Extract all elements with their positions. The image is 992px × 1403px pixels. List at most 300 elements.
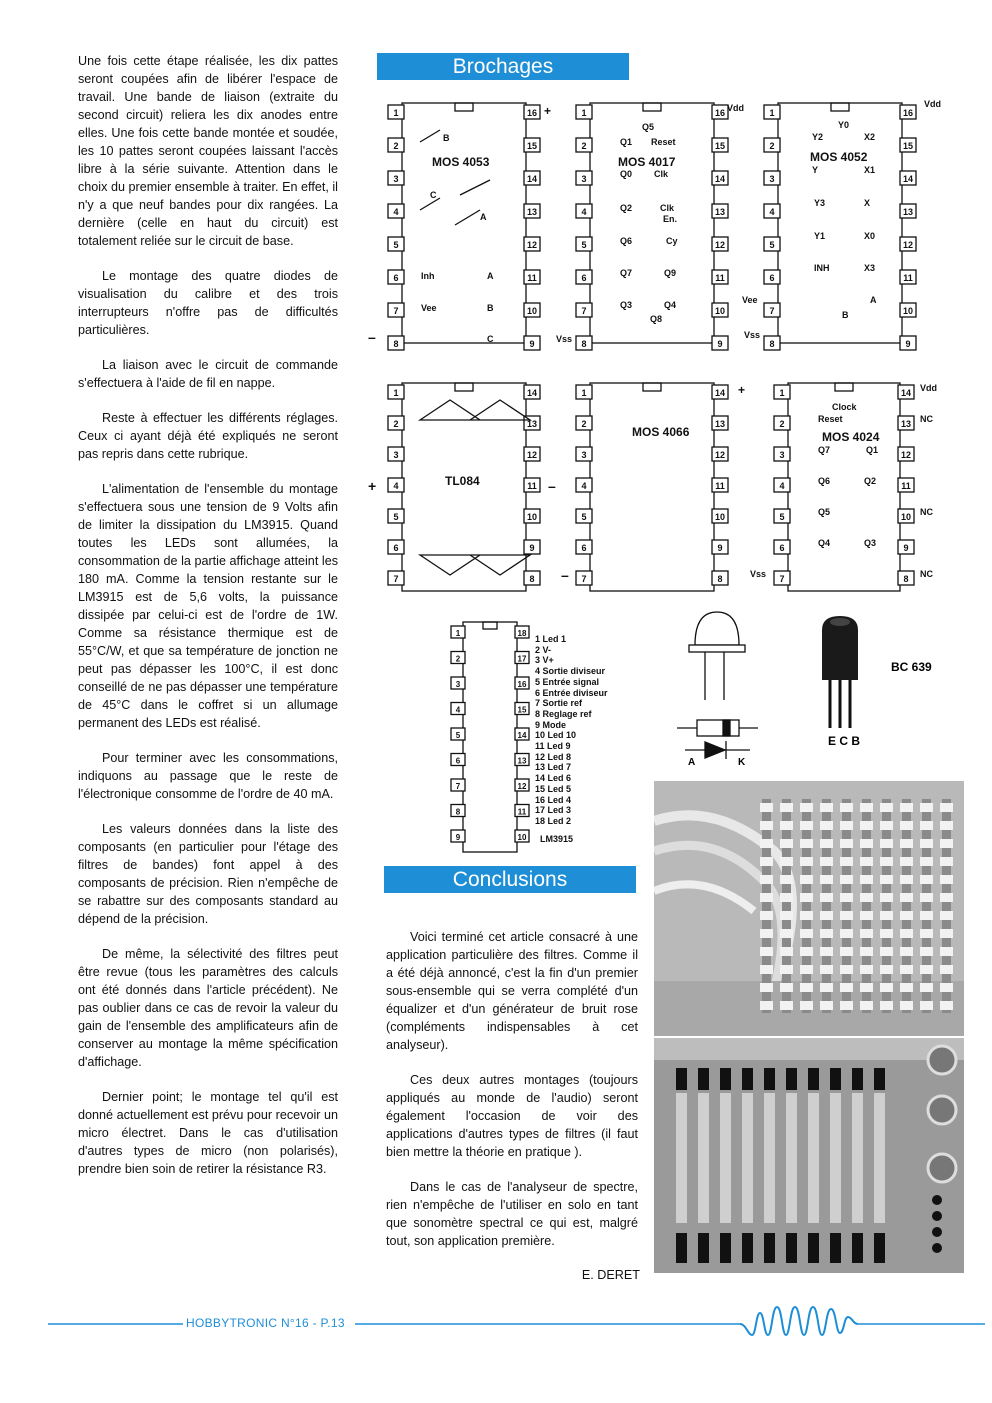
paragraph: L'alimentation de l'ensemble du montage s'effectuera sous une tension de 9 Volts afin de limiter la dissipation du LM3915. Quand toutes les LEDs sont allumées, la consommation de la partie affichage atteint les 180 mA. Comme la tension restante sur le LM3915 est de 5,6 volts, la puissance dissipée par celui-ci est de l'ordre de 1W. Comme sa résistance thermique est de 55°C/W, et que sa température de jonction ne peut pas dépasser les 100°C, il est donc conseillé de ne pas dépasser une température de 45°C dans le coffret si un allumage permanent des LEDs est réalisé. [78,482,338,730]
pin-number: 15 [714,141,726,151]
pin-number: 1 [581,108,587,118]
led-cell [820,803,833,812]
pin-number: 5 [779,512,785,522]
pcb-photo-top [654,781,964,1036]
led-cell [880,821,893,830]
connector-pad [830,1068,841,1090]
pin-label: Y1 [814,231,826,241]
pin-number: 8 [717,574,723,584]
pin-number: 6 [779,543,785,553]
pin-number: 10 [714,306,726,316]
pin-label: + [368,478,377,494]
pin-label: – [561,567,569,583]
chip-name: MOS 4066 [632,425,690,439]
led-cell [900,947,913,956]
led-cell [880,911,893,920]
led-cell [840,929,853,938]
led-cell [760,1001,773,1010]
pin-number: 8 [581,339,587,349]
led-cell [880,965,893,974]
chip-name: MOS 4024 [822,430,880,444]
pin-number: 1 [455,629,461,638]
connector-pad [742,1068,753,1090]
pin-label: Reset [651,137,676,147]
pin-label: A [480,212,487,222]
led-cell [880,803,893,812]
led-column [842,799,851,1013]
pin-number: 9 [455,833,461,842]
led-cell [780,911,793,920]
pin-label: Q1 [620,137,633,147]
led-cell [940,965,953,974]
pin-label: – [548,478,556,494]
led-cell [880,839,893,848]
pin-number: 6 [393,273,399,283]
pin-number: 10 [902,306,914,316]
pin-number: 12 [526,240,538,250]
led-cell [860,893,873,902]
waveform-logo-icon [740,1307,858,1335]
pin-number: 1 [393,388,399,398]
led-cell [760,893,773,902]
led-cell [780,893,793,902]
led-cell [800,803,813,812]
pin-number: 3 [393,174,399,184]
led-cell [920,929,933,938]
led-cell [920,947,933,956]
led-cell [820,875,833,884]
led-cell [800,893,813,902]
pin-label: + [544,104,552,118]
pin-label: Q8 [650,314,663,324]
pin-label: Vss [750,569,767,579]
pin-number: 14 [900,388,912,398]
led-cell [760,821,773,830]
pin-number: 13 [526,207,538,217]
pin-number: 18 [517,629,527,638]
pin-number: 3 [779,450,785,460]
led-cell [840,965,853,974]
lm3915-pin-label: 9 Mode [535,719,567,730]
heading-brochages: Brochages [377,53,629,80]
pin-number: 14 [517,731,527,740]
paragraph: Ces deux autres montages (toujours appliqués au monde de l'audio) seront également l'occasion de voir des applications d'autres types de filtres (il faut bien mettre la théorie en pratique ). [386,1073,638,1159]
connector-pad [852,1233,863,1263]
led-cell [920,983,933,992]
pin-number: 7 [393,306,399,316]
pin-number: 17 [517,654,527,664]
pin-number: 8 [769,339,775,349]
paragraph: Le montage des quatre diodes de visualisation du calibre et des trois interrupteurs n'offre pas de difficultés particulières. [78,269,338,337]
led-cell [860,803,873,812]
led-column [902,799,911,1013]
led-cell [880,947,893,956]
pin-number: 11 [715,273,725,283]
pin-label: Vdd [920,383,937,393]
led-cell [860,983,873,992]
pin-number: 15 [517,705,527,715]
pin-number: 8 [393,339,399,349]
pin-label: X3 [864,263,876,273]
pin-number: 6 [581,273,587,283]
led-cell [940,857,953,866]
led-cell [780,983,793,992]
led-cell [820,893,833,902]
footer-rule [0,1295,992,1355]
led-cell [760,983,773,992]
led-cell [780,1001,793,1010]
led-cell [920,857,933,866]
pin-number: 12 [900,450,912,460]
pin-number: 7 [393,574,399,584]
pin-label: Q6 [818,476,831,486]
author-signature: E. DERET [581,1268,640,1282]
led-column [742,1093,753,1223]
led-cell [900,1001,913,1010]
led-column [762,799,771,1013]
led-cell [900,983,913,992]
led-cell [860,821,873,830]
led-cell [860,875,873,884]
led-cell [860,965,873,974]
led-cell [920,893,933,902]
pin-label: En. [663,214,678,224]
connector-pad [852,1068,863,1090]
led-cell [840,839,853,848]
led-cell [820,821,833,830]
chip-body [590,383,714,591]
led-cell [780,821,793,830]
lm3915-pin-label: 11 Led 9 [535,741,571,751]
pin-number: 2 [455,654,461,664]
led-cell [820,947,833,956]
pin-label: Q5 [818,507,831,517]
pin-number: 2 [769,141,775,151]
pin-label: NC [920,414,933,424]
led-cell [920,803,933,812]
pin-number: 16 [526,108,538,118]
led-cell [940,821,953,830]
led-cell [920,821,933,830]
led-cell [920,1001,933,1010]
led-cell [760,839,773,848]
led-cell [880,875,893,884]
pin-number: 7 [581,574,587,584]
pin-label: Clk [654,169,669,179]
pin-number: 5 [393,240,399,250]
pin-label: Clock [832,402,857,412]
led-cell [780,965,793,974]
pin-label: Q5 [642,122,655,132]
chip-name: LM3915 [540,834,574,844]
paragraph: La liaison avec le circuit de commande s'effectuera à l'aide de fil en nappe. [78,358,338,390]
lm3915-pin-label: 4 Sortie diviseur [535,666,606,677]
led-cell [900,911,913,920]
lm3915-pin-label: 3 V+ [535,655,554,666]
pin-number: 11 [715,481,725,491]
pin-label: Q9 [664,268,677,278]
pin-number: 5 [581,240,587,250]
led-cell [820,929,833,938]
led-cell [820,965,833,974]
led-cell [840,911,853,920]
led-cell [900,821,913,830]
led-cell [900,857,913,866]
lm3915-body [463,622,517,852]
lm3915-pin-label: 8 Reglage ref [535,708,592,719]
paragraph: Dans le cas de l'analyseur de spectre, rien n'empêche de l'utiliser en solo en tant que sonomètre spectral ce qui est, malgré tout, son application première. [386,1180,638,1248]
pin-number: 6 [769,273,775,283]
pin-label: Q3 [864,538,877,548]
pin-number: 9 [529,339,535,349]
pin-number: 10 [517,833,527,842]
led-column [802,799,811,1013]
led-cell [820,839,833,848]
led-cell [760,965,773,974]
led-column [676,1093,687,1223]
led-cell [880,857,893,866]
footer-page-number: HOBBYTRONIC N°16 - P.13 [186,1316,345,1330]
pin-number: 13 [517,756,527,766]
pin-number: 4 [779,481,785,491]
pin-label: Q7 [620,268,633,278]
pin-label: Y0 [838,120,850,130]
lm3915-pin-label: 5 Entrée signal [535,676,600,687]
pin-number: 8 [455,807,461,817]
pin-label: A [870,295,877,305]
connector-pad [676,1068,687,1090]
pin-number: 15 [526,141,538,151]
pin-number: 14 [902,174,914,184]
led-cell [780,839,793,848]
pin-number: 8 [903,574,909,584]
pin-number: 13 [714,207,726,217]
pin-number: 11 [527,481,537,491]
connector-pad [874,1068,885,1090]
led-column [698,1093,709,1223]
paragraph: Une fois cette étape réalisée, les dix pattes seront coupées afin de libérer l'espace de travail. Une bande de liaison (extraite du second circuit) reliera les dix anodes entre elles. Une fois cette bande montée et soudée, les 10 pattes seront coupées laissant l'accès libre à la série suivante. Attention dans le choix du premier ensemble à traiter. En effet, il n'y a que neuf bandes pour dix rangées. La dernière (celle en haut du circuit) est totalement reliée sur le circuit de base. [78,54,338,248]
pin-label: Cy [666,236,678,246]
pin-number: 12 [714,450,726,460]
pin-number: 9 [903,543,909,553]
pin-number: 5 [393,512,399,522]
pin-number: 2 [779,419,785,429]
pin-number: 2 [393,419,399,429]
led-cell [880,893,893,902]
pin-number: 7 [581,306,587,316]
connector-pad [786,1233,797,1263]
chip-name: MOS 4053 [432,155,490,169]
lm3915-pin-label: 17 Led 3 [535,805,572,816]
pin-number: 6 [581,543,587,553]
led-column [922,799,931,1013]
pin-label: A [487,271,494,281]
led-cell [900,875,913,884]
led-cell [940,911,953,920]
pcb-photo-bottom [654,1038,964,1273]
led-cell [860,947,873,956]
pin-label: Vss [744,330,761,340]
pin-number: 16 [902,108,914,118]
pin-label: Reset [818,414,843,424]
led-cell [800,875,813,884]
led-column [808,1093,819,1223]
pin-number: 14 [714,174,726,184]
pin-number: 9 [717,339,723,349]
led-cell [800,929,813,938]
led-cell [800,983,813,992]
led-cell [940,947,953,956]
pin-number: 14 [526,174,538,184]
paragraph: Pour terminer avec les consommations, indiquons au passage que le reste de l'électronique consomme de l'ordre de 40 mA. [78,751,338,801]
pin-label: X [864,198,871,208]
pin-number: 6 [393,543,399,553]
led-cell [800,857,813,866]
led-cell [800,1001,813,1010]
conclusions-text [386,928,638,1267]
led-cell [920,965,933,974]
led-cell [880,1001,893,1010]
pin-number: 3 [581,174,587,184]
lm3915-pin-label: 2 V- [535,644,552,655]
led-column [822,799,831,1013]
diode-anode-label: A [688,757,696,768]
pin-number: 12 [526,450,538,460]
pin-number: 8 [529,574,535,584]
led-cell [860,911,873,920]
pin-number: 9 [717,543,723,553]
pin-number: 16 [714,108,726,118]
led-cell [780,929,793,938]
led-cell [780,875,793,884]
pin-label: Q2 [864,476,877,486]
pin-label: Vdd [924,99,941,109]
heading-conclusions: Conclusions [384,866,636,893]
lm3915-pin-label: 10 Led 10 [535,730,577,741]
pin-number: 5 [769,240,775,250]
pin-number: 5 [581,512,587,522]
connector-pad [764,1233,775,1263]
led-cell [800,965,813,974]
led-cell [940,929,953,938]
pin-label: Clk [660,203,675,213]
pin-label: Q4 [664,300,677,310]
led-column [942,799,951,1013]
pin-number: 12 [902,240,914,250]
pin-label: X0 [864,231,876,241]
lm3915-pin-label: 15 Led 5 [535,783,572,794]
pin-number: 14 [714,388,726,398]
led-cell [920,911,933,920]
pin-number: 16 [517,680,527,689]
paragraph: Les valeurs données dans la liste des composants (en particulier pour l'étage des filtres de bandes) font appel à des composants de précision. Rien n'empêche de se rabattre sur des composants standard au dépend de la précision. [78,822,338,926]
pin-number: 15 [902,141,914,151]
pin-label: Vee [421,303,437,313]
pin-number: 2 [581,141,587,151]
pin-number: 3 [455,680,461,689]
pin-label: Y2 [812,132,824,142]
diode-cathode-label: K [738,757,746,768]
pin-number: 3 [581,450,587,460]
pin-number: 11 [517,807,527,817]
transistor-pin-labels: E C B [828,734,861,748]
led-cell [900,965,913,974]
connector-pad [676,1233,687,1263]
led-column [830,1093,841,1223]
pin-number: 1 [779,388,785,398]
pin-number: 13 [900,419,912,429]
led-cell [840,893,853,902]
led-cell [880,929,893,938]
pin-label: C [487,334,494,344]
pin-label: Q7 [818,445,831,455]
pin-number: 7 [769,306,775,316]
pin-number: 1 [581,388,587,398]
led-cell [800,821,813,830]
pin-number: 13 [714,419,726,429]
lm3915-pin-label: 7 Sortie ref [535,698,583,709]
pin-number: 11 [527,273,537,283]
chip-name: TL084 [445,474,480,488]
pin-label: B [443,133,450,143]
pin-number: 12 [714,240,726,250]
led-cell [800,839,813,848]
led-cell [840,821,853,830]
connector-pad [874,1233,885,1263]
pin-number: 14 [526,388,538,398]
pin-label: Q4 [818,538,831,548]
led-cell [800,911,813,920]
led-cell [760,929,773,938]
led-cell [820,911,833,920]
led-column [874,1093,885,1223]
pin-label: – [368,329,376,345]
led-cell [940,893,953,902]
pin-number: 3 [769,174,775,184]
lm3915-pin-label: 12 Led 8 [535,751,572,762]
pin-number: 4 [393,207,399,217]
pin-number: 12 [517,782,527,791]
led-cell [920,839,933,848]
pin-number: 11 [903,273,913,283]
led-cell [780,803,793,812]
led-cell [840,857,853,866]
led-cell [900,803,913,812]
chip-name: MOS 4017 [618,155,676,169]
connector-pad [830,1233,841,1263]
led-column [862,799,871,1013]
pin-label: X2 [864,132,876,142]
pin-number: 10 [526,306,538,316]
lm3915-pin-label: 1 Led 1 [535,634,567,644]
pin-number: 9 [529,543,535,553]
connector-pad [808,1233,819,1263]
chip-body [788,383,900,591]
pin-number: 13 [526,419,538,429]
pin-label: Q0 [620,169,633,179]
pin-label: C [430,190,437,200]
pin-number: 10 [714,512,726,522]
lm3915-pin-label: 18 Led 2 [535,815,572,826]
pin-number: 4 [581,481,587,491]
pin-number: 4 [581,207,587,217]
led-cell [820,983,833,992]
connector-pad [808,1068,819,1090]
pin-label: Y3 [814,198,826,208]
led-cell [780,947,793,956]
led-cell [940,875,953,884]
led-column [786,1093,797,1223]
